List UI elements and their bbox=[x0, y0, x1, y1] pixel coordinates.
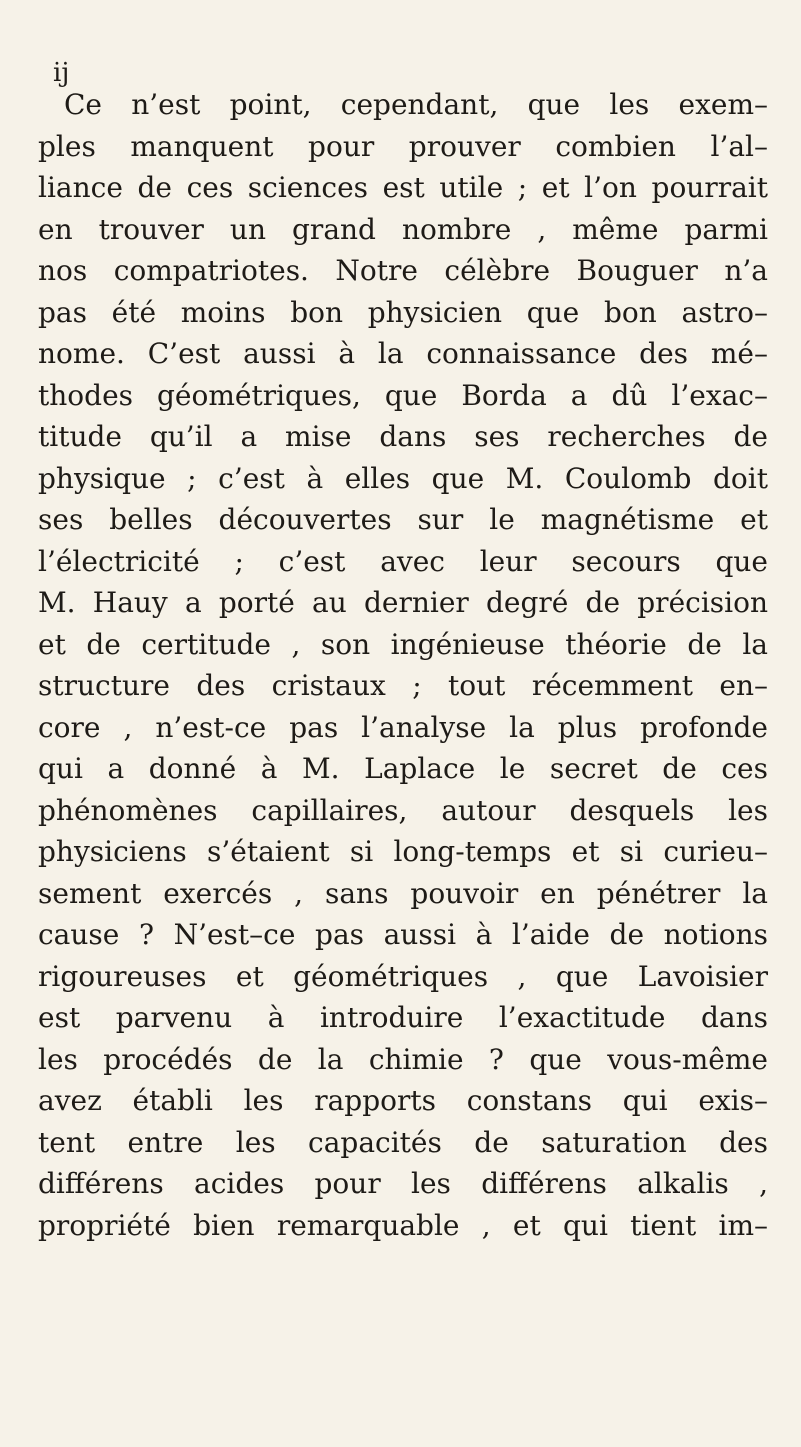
text-line: core , n’est-ce pas l’analyse la plus profonde bbox=[38, 710, 768, 744]
text-line: les procédés de la chimie ? que vous-même bbox=[38, 1042, 768, 1076]
text-line: physique ; c’est à elles que M. Coulomb doit bbox=[38, 461, 768, 495]
text-line: rigoureuses et géométriques , que Lavoisier bbox=[38, 959, 768, 993]
text-line: ples manquent pour prouver combien l’al– bbox=[38, 129, 768, 163]
text-line: différens acides pour les différens alkalis , bbox=[38, 1167, 768, 1200]
text-line: ses belles découvertes sur le magnétisme et bbox=[38, 503, 768, 536]
text-line: tent entre les capacités de saturation des bbox=[38, 1125, 768, 1159]
text-line: Ce n’est point, cependant, que les exem– bbox=[64, 88, 768, 121]
text-line: sement exercés , sans pouvoir en pénétrer la bbox=[38, 876, 768, 910]
text-line: qui a donné à M. Laplace le secret de ces bbox=[38, 752, 768, 785]
text-line: avez établi les rapports constans qui exis– bbox=[38, 1084, 768, 1117]
text-line: M. Hauy a porté au dernier degré de précision bbox=[38, 586, 768, 619]
page-number: ij bbox=[53, 58, 70, 88]
body-text bbox=[38, 84, 768, 1246]
text-line: propriété bien remarquable , et qui tient im– bbox=[38, 1208, 768, 1242]
text-line: cause ? N’est–ce pas aussi à l’aide de notions bbox=[38, 918, 768, 951]
text-line: est parvenu à introduire l’exactitude dans bbox=[38, 1001, 768, 1034]
text-line: et de certitude , son ingénieuse théorie de la bbox=[38, 627, 768, 661]
text-line: structure des cristaux ; tout récemment en– bbox=[38, 669, 768, 702]
text-line: nome. C’est aussi à la connaissance des mé– bbox=[38, 337, 768, 370]
text-line: nos compatriotes. Notre célèbre Bouguer n’a bbox=[38, 254, 768, 287]
text-line: en trouver un grand nombre , même parmi bbox=[38, 212, 768, 246]
text-line: liance de ces sciences est utile ; et l’on pourrait bbox=[38, 171, 768, 204]
text-line: thodes géométriques, que Borda a dû l’exac– bbox=[38, 378, 768, 412]
text-line: phénomènes capillaires, autour desquels les bbox=[38, 793, 768, 827]
text-line: l’électricité ; c’est avec leur secours que bbox=[38, 544, 768, 578]
text-line: physiciens s’étaient si long-temps et si curieu– bbox=[38, 835, 768, 868]
text-line: titude qu’il a mise dans ses recherches de bbox=[38, 420, 768, 453]
text-line: pas été moins bon physicien que bon astro– bbox=[38, 295, 768, 329]
